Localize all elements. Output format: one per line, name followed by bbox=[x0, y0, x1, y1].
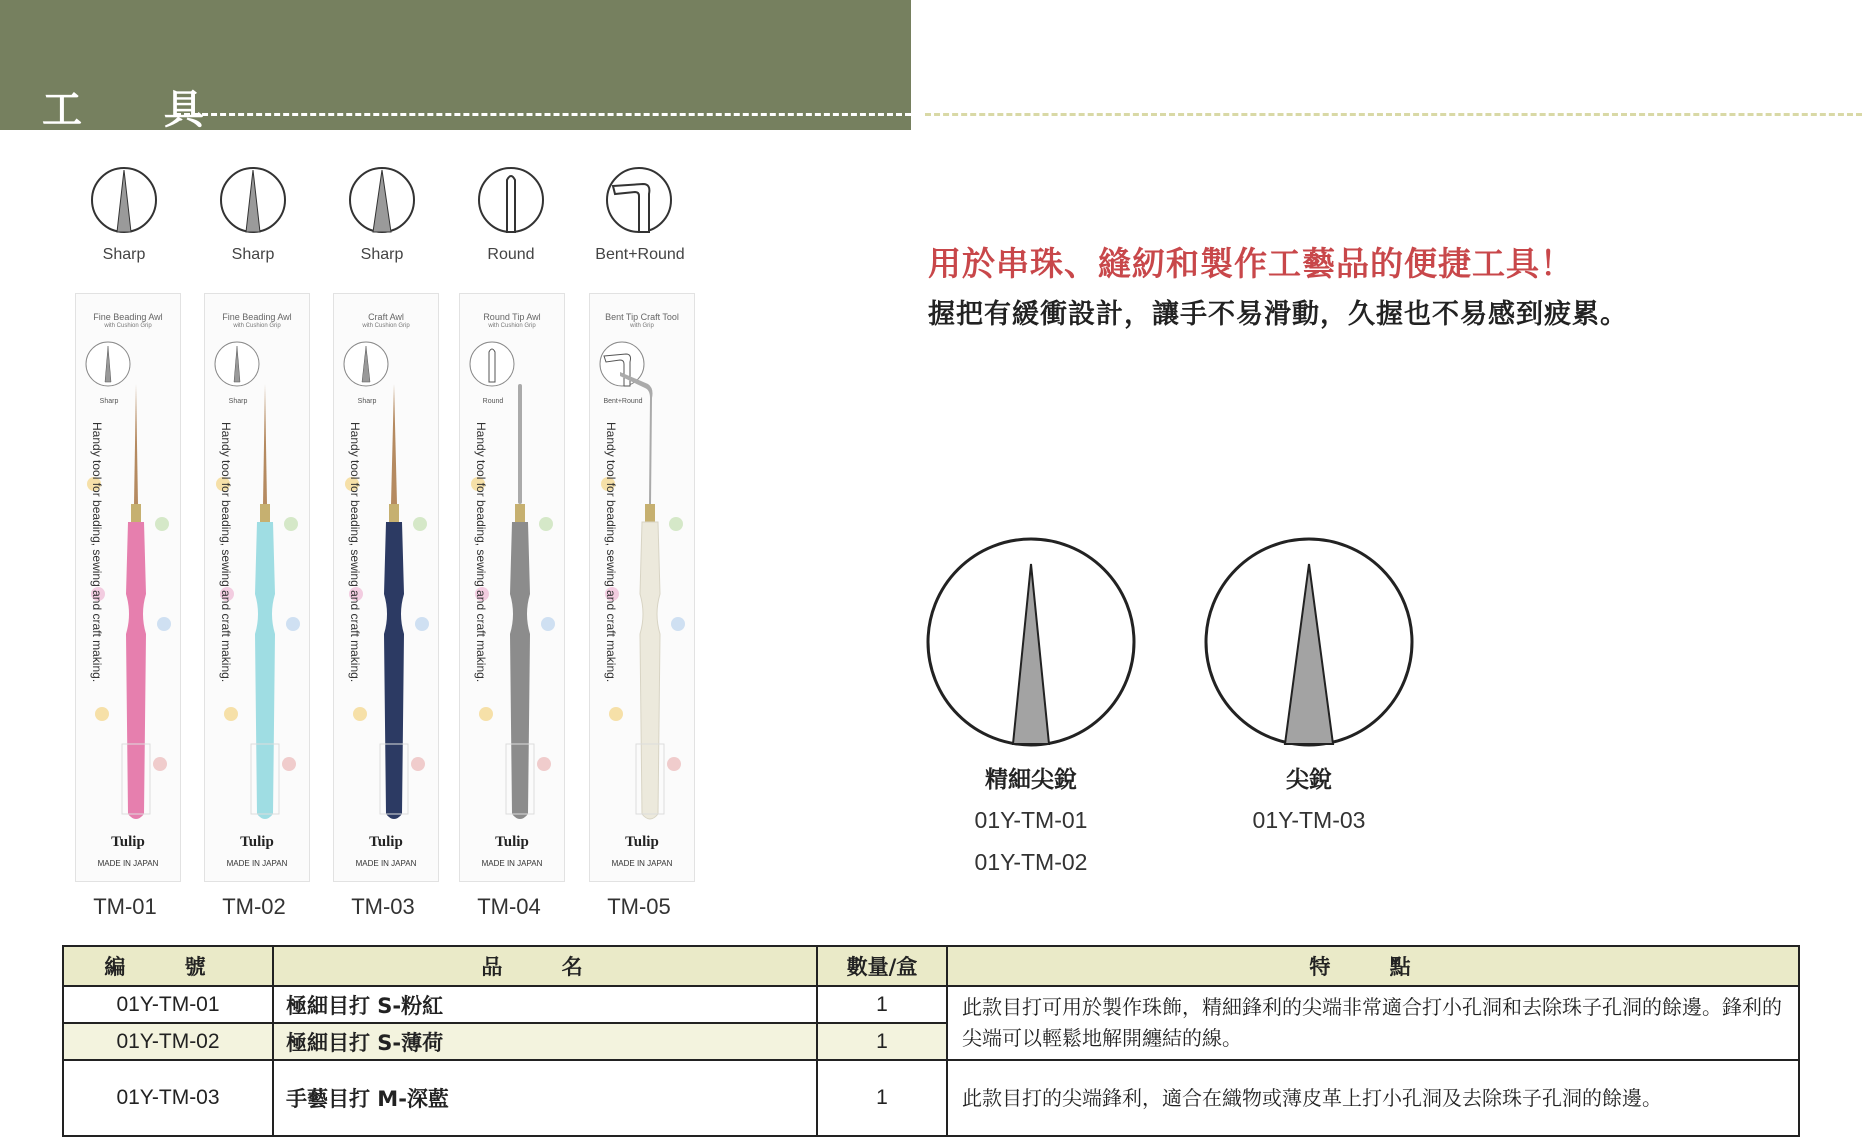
tulip-logo: Tulip bbox=[111, 834, 145, 850]
package-tip-label: Bent+Round bbox=[603, 398, 643, 405]
model-label: TM-03 bbox=[351, 894, 415, 919]
tip-label: Sharp bbox=[231, 246, 275, 263]
package-tip-label: Round bbox=[482, 398, 504, 405]
made-in-japan: MADE IN JAPAN bbox=[481, 859, 543, 868]
tip-detail-code: 01Y-TM-01 bbox=[974, 807, 1088, 833]
product-package-tm-01 bbox=[75, 293, 181, 882]
slogan-headline: 用於串珠、縫紉和製作工藝品的便捷工具！ bbox=[928, 244, 1574, 283]
tip-detail-code: 01Y-TM-02 bbox=[974, 849, 1088, 875]
header-divider-right bbox=[925, 113, 1862, 116]
package-vertical-text: Handy tool for beading, sewing and craft making. bbox=[474, 422, 488, 683]
product-qty: 1 bbox=[817, 1060, 947, 1136]
made-in-japan: MADE IN JAPAN bbox=[226, 859, 288, 868]
product-name: 手藝目打 M-深藍 bbox=[273, 1060, 817, 1136]
column-header-qty: 數量/盒 bbox=[817, 946, 947, 986]
tip-label: Bent+Round bbox=[595, 246, 685, 263]
tip-detail-code: 01Y-TM-03 bbox=[1252, 807, 1366, 833]
model-label: TM-04 bbox=[477, 894, 541, 919]
package-subtitle: with Cushion Grip bbox=[104, 323, 152, 329]
made-in-japan: MADE IN JAPAN bbox=[611, 859, 673, 868]
tulip-logo: Tulip bbox=[240, 834, 274, 850]
tulip-logo: Tulip bbox=[495, 834, 529, 850]
package-subtitle: with Cushion Grip bbox=[488, 323, 536, 329]
package-name: Bent Tip Craft Tool bbox=[605, 312, 679, 322]
product-code: 01Y-TM-02 bbox=[63, 1023, 273, 1060]
model-label: TM-01 bbox=[93, 894, 157, 919]
table-header-row bbox=[63, 946, 1799, 986]
package-tip-label: Sharp bbox=[99, 398, 119, 405]
model-label: TM-05 bbox=[607, 894, 671, 919]
tulip-logo: Tulip bbox=[369, 834, 403, 850]
product-spec-table bbox=[62, 945, 1800, 1137]
made-in-japan: MADE IN JAPAN bbox=[355, 859, 417, 868]
package-tip-label: Sharp bbox=[357, 398, 377, 405]
product-features: 此款目打的尖端鋒利，適合在織物或薄皮革上打小孔洞及去除珠子孔洞的餘邊。 bbox=[947, 1060, 1799, 1136]
product-qty: 1 bbox=[817, 1023, 947, 1060]
header-divider bbox=[175, 113, 911, 116]
sharp-tip-icon bbox=[219, 166, 287, 234]
package-name: Round Tip Awl bbox=[483, 312, 541, 322]
fine-sharp-tip-icon bbox=[925, 536, 1137, 748]
product-features: 此款目打可用於製作珠飾，精細鋒利的尖端非常適合打小孔洞和去除珠子孔洞的餘邊。鋒利的尖端可以輕鬆地解開纏結的線。 bbox=[947, 986, 1799, 1060]
package-vertical-text: Handy tool for beading, sewing and craft making. bbox=[604, 422, 618, 683]
column-header-features: 特 點 bbox=[947, 946, 1799, 986]
product-code: 01Y-TM-03 bbox=[63, 1060, 273, 1136]
package-vertical-text: Handy tool for beading, sewing and craft making. bbox=[90, 422, 104, 683]
product-code: 01Y-TM-01 bbox=[63, 986, 273, 1023]
package-vertical-text: Handy tool for beading, sewing and craft making. bbox=[348, 422, 362, 683]
product-package-tm-04 bbox=[459, 293, 565, 882]
product-name: 極細目打 S-粉紅 bbox=[273, 986, 817, 1023]
package-name: Fine Beading Awl bbox=[222, 312, 292, 322]
package-tip-label: Sharp bbox=[228, 398, 248, 405]
product-package-tm-02 bbox=[204, 293, 310, 882]
tulip-logo: Tulip bbox=[625, 834, 659, 850]
package-name: Fine Beading Awl bbox=[93, 312, 163, 322]
package-subtitle: with Cushion Grip bbox=[362, 323, 410, 329]
product-package-tm-05 bbox=[589, 293, 695, 882]
sharp-tip-icon bbox=[1203, 536, 1415, 748]
model-label: TM-02 bbox=[222, 894, 286, 919]
table-row bbox=[63, 1060, 1799, 1136]
made-in-japan: MADE IN JAPAN bbox=[97, 859, 159, 868]
tip-label: Sharp bbox=[360, 246, 404, 263]
sharp-tip-icon bbox=[90, 166, 158, 234]
tip-label: Round bbox=[487, 246, 535, 263]
product-package-tm-03 bbox=[333, 293, 439, 882]
table-row bbox=[63, 986, 1799, 1023]
page-title: 工 具 bbox=[42, 87, 238, 133]
slogan-subline: 握把有緩衝設計，讓手不易滑動，久握也不易感到疲累。 bbox=[928, 299, 1628, 330]
package-subtitle: with Cushion Grip bbox=[233, 323, 281, 329]
tip-detail-name: 精細尖銳 bbox=[985, 767, 1077, 793]
product-name: 極細目打 S-薄荷 bbox=[273, 1023, 817, 1060]
package-subtitle: with Grip bbox=[630, 323, 654, 329]
round-tip-icon bbox=[477, 166, 545, 234]
package-name: Craft Awl bbox=[368, 312, 404, 322]
bent-round-tip-icon bbox=[605, 166, 673, 234]
tip-detail-name: 尖銳 bbox=[1286, 767, 1332, 793]
column-header-code: 編 號 bbox=[63, 946, 273, 986]
sharp-tip-icon bbox=[348, 166, 416, 234]
package-vertical-text: Handy tool for beading, sewing and craft making. bbox=[219, 422, 233, 683]
tip-label: Sharp bbox=[102, 246, 146, 263]
product-qty: 1 bbox=[817, 986, 947, 1023]
column-header-name: 品 名 bbox=[273, 946, 817, 986]
